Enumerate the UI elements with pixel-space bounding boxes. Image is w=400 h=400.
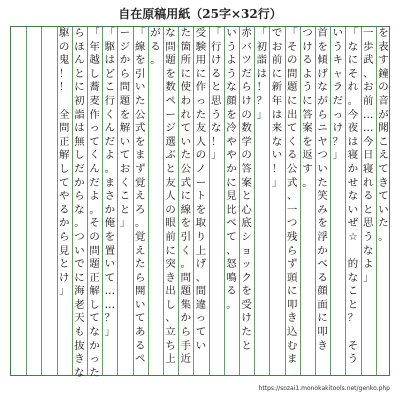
manuscript-column: 首 を 傾 げ な が ら ニ ヤ つ い た 笑 み を 浮 か べ る 顔 面 に 叩 き: [317, 27, 328, 352]
manuscript-column: 「 駆 は ど こ 行 く ん だ よ 。 ま さ か 俺 を 置 い て … … ？ 」: [104, 27, 115, 339]
manuscript-column: な 問 題 を 数 ペ ー ジ 選 ぶ と 友 人 の 眼 前 に 突 き 出 し 、 立 ち 上: [165, 27, 176, 366]
manuscript-column: 「 初 詣 は ！ ？ 」: [256, 27, 267, 121]
manuscript-column: ら ほ ん と に 初 詣 は 無 し だ か ら な 。 つ い で に 海 老 天 も 抜 き な: [74, 27, 85, 379]
manuscript-column: 「 年 越 し 蕎 麦 作 っ て く ん だ よ 。 そ の 問 題 正 解 し て な か っ た: [89, 27, 100, 379]
grid-line: [26, 27, 27, 375]
manuscript-column: 駆 の 鬼 ！ ！ 全 問 正 解 し て や る か ら 見 と け 」: [58, 27, 70, 298]
manuscript-grid: [10, 26, 390, 379]
manuscript-column: 「 線 を 引 い た 公 式 を ま ず 覚 え ろ 。 覚 え た ら 開 い て あ る ペ: [134, 27, 146, 366]
manuscript-column: た 箇 所 に 使 わ れ て い た 公 式 に 線 を 引 く 。 問 題 集 か ら 手 近: [180, 27, 191, 366]
manuscript-column: つ け る よ う に 答 案 を 返 す 。: [302, 27, 313, 189]
manuscript-column: 「 な に そ れ 。 今 夜 は 寝 か せ な い ぜ ☆ 的 な こ と ？ そ う: [347, 27, 359, 366]
footer-url: https://sozai1.monokakitools.net/genko.php: [258, 385, 390, 392]
manuscript-column: い う よ う な 顔 を 冷 や や か に 見 比 べ て 、 怒 鳴 る 。: [226, 27, 237, 311]
page-title: 自在原稿用紙（25字×32行）: [118, 7, 282, 21]
manuscript-column: い う キ ャ ラ だ っ け ？ 」: [332, 27, 343, 162]
manuscript-column: ー ジ か ら 問 題 を 解 い て お く こ と 」: [119, 27, 131, 230]
manuscript-column: が る 。: [150, 27, 161, 67]
manuscript-column: を 表 す 鐘 の 音 が 聞 こ え て き て い た 。: [378, 27, 389, 243]
manuscript-column: 受 験 用 に 作 っ た 友 人 の ノ ー ト を 取 り 上 げ 、 間 違 っ て い: [195, 27, 207, 352]
manuscript-column: 赤 バ ツ だ ら け の 数 学 の 答 案 と 心 底 シ ョ ッ ク を 受 け た と: [241, 27, 252, 352]
manuscript-column: で お 前 に 新 年 は 来 な い ！ 」: [271, 27, 283, 189]
manuscript-column: 「 行 け る と 思 う な ！ 」: [210, 27, 222, 162]
manuscript-column: 「 そ の 問 題 に 出 て く る 公 式 、 一 つ 残 ら ず 頭 に 叩 き 込 む ま: [286, 27, 298, 366]
grid-line: [41, 27, 42, 375]
manuscript-column: 一 歩 武 、 お 前 … … 今 日 寝 れ る と 思 う な よ 」: [362, 27, 374, 284]
